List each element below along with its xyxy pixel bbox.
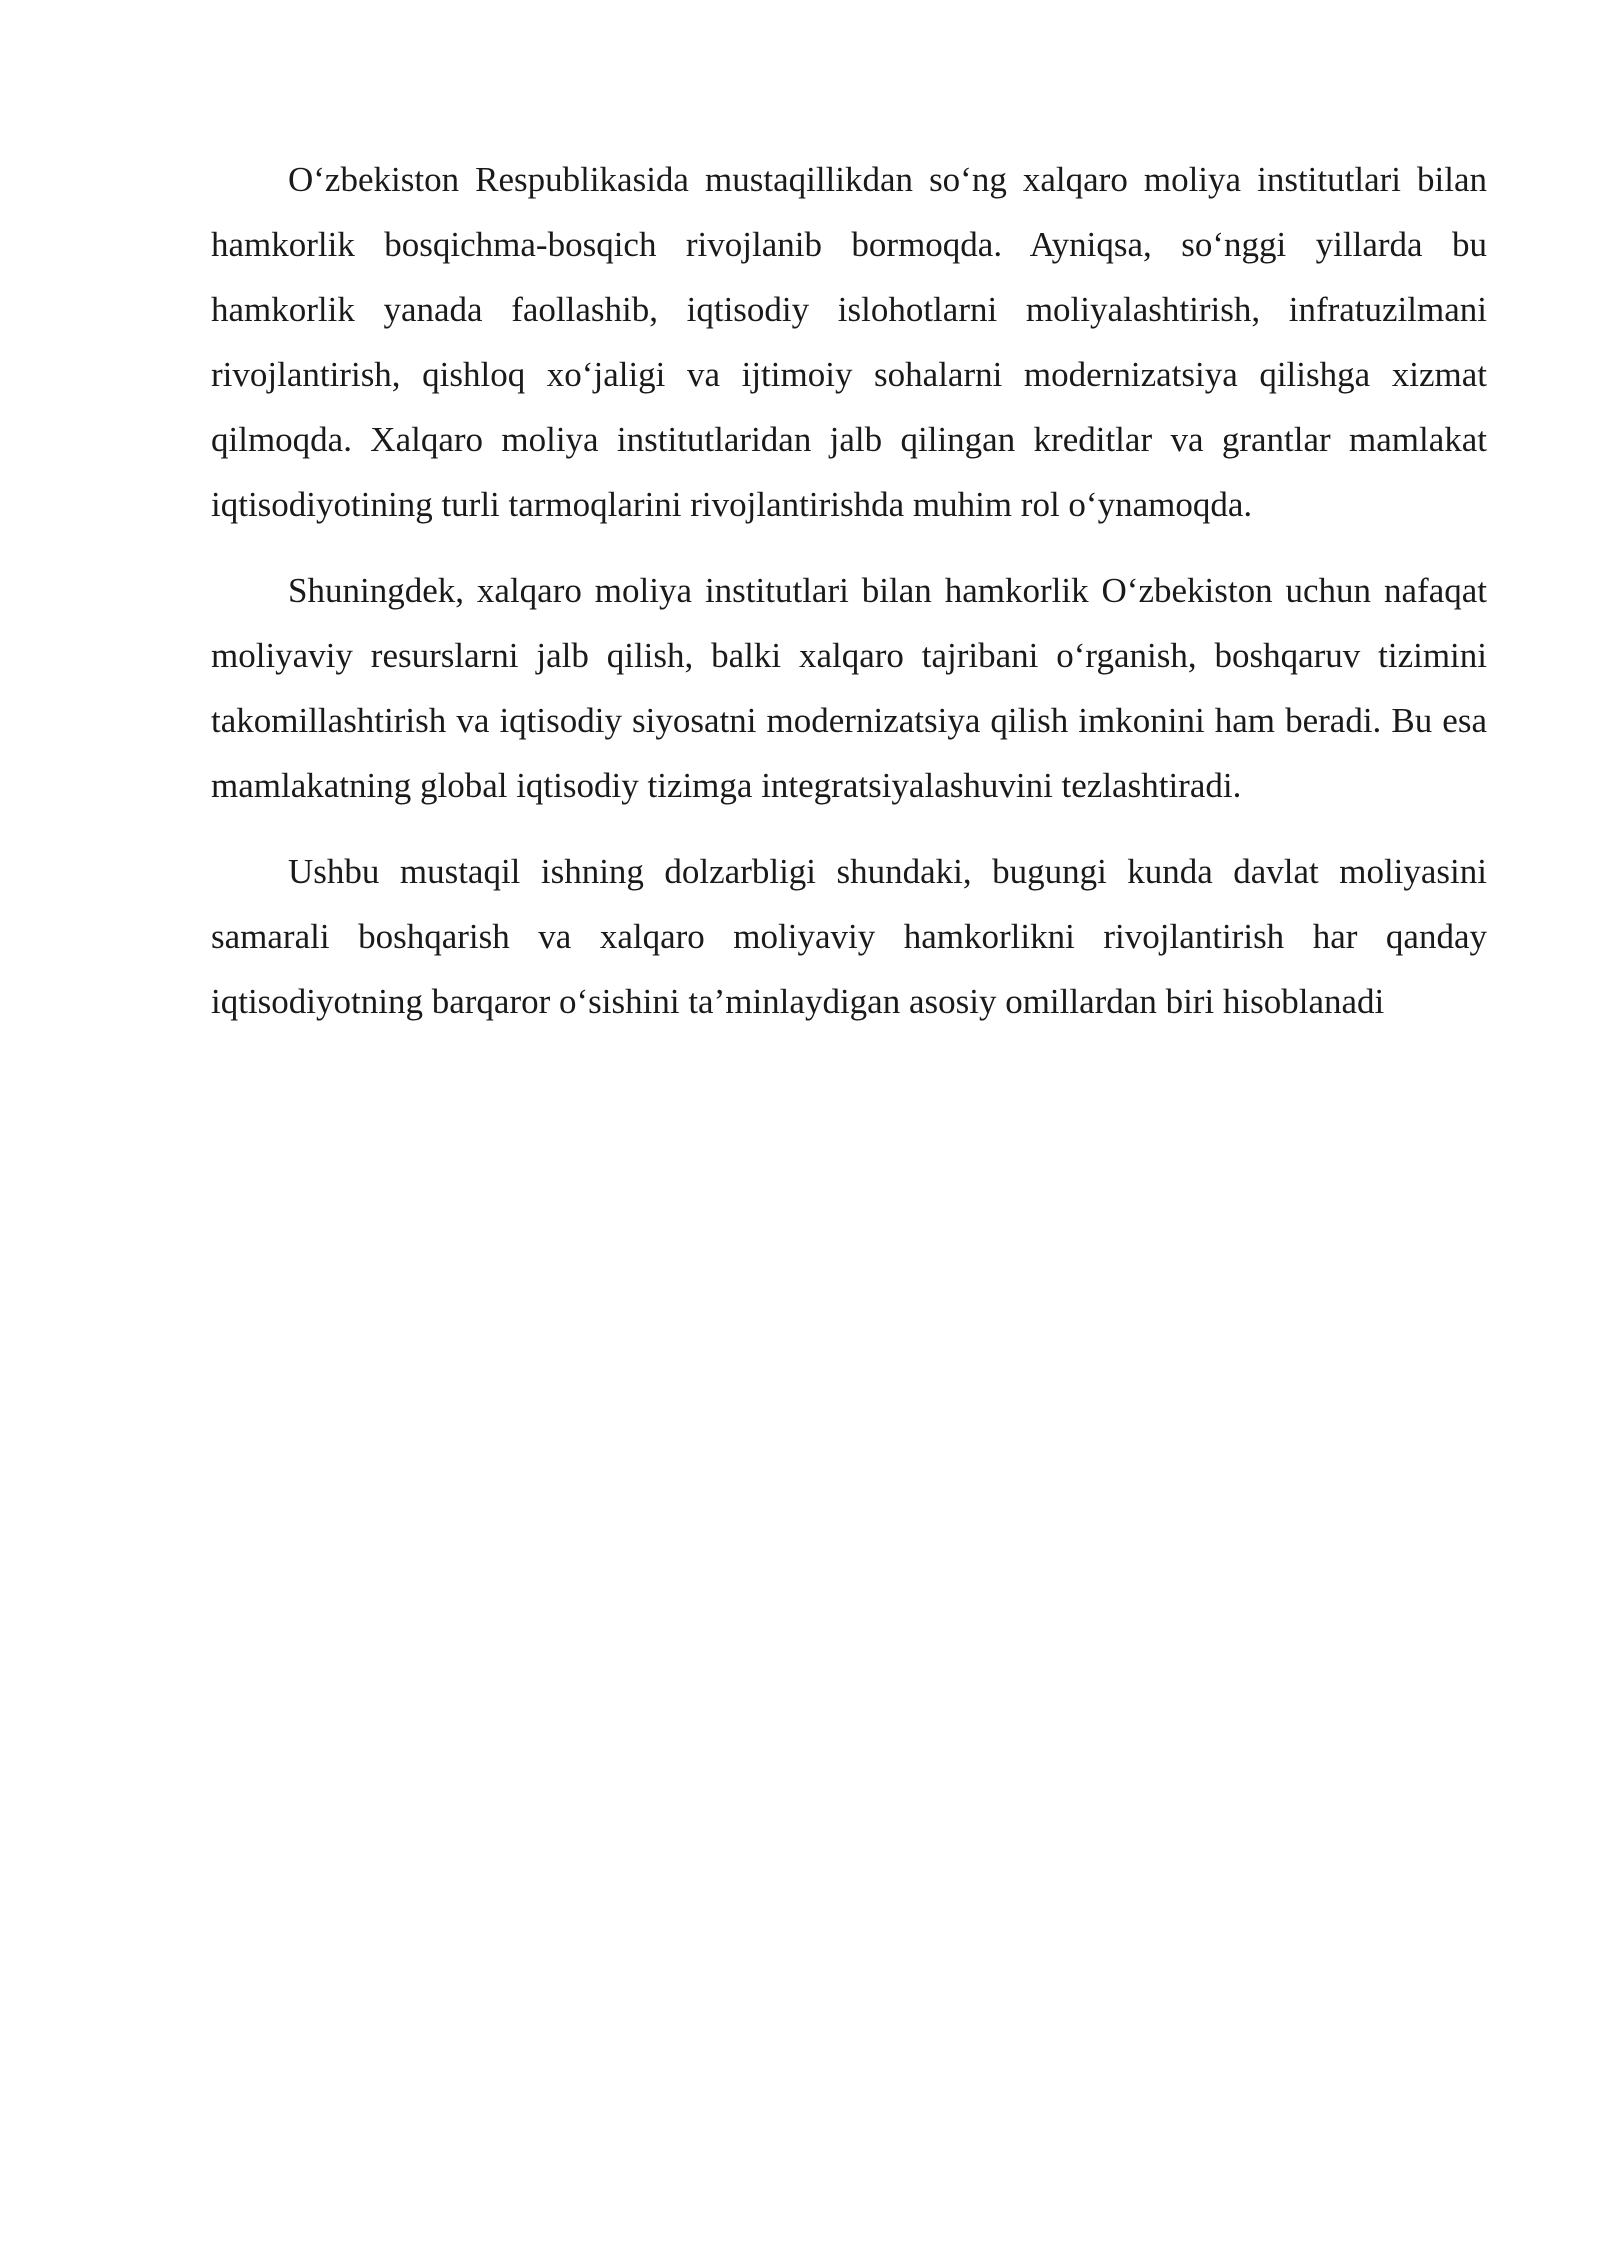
paragraph-3: Ushbu mustaqil ishning dolzarbligi shundaki, bugungi kunda davlat moliyasini samarali boshqarish va xalqaro moliyaviy hamkorlikni rivojlantirish har qanday iqtisodiyotning barqaror o‘sishini ta’minlaydigan asosiy omillardan biri hisoblanadi bbox=[211, 852, 1487, 1021]
paragraph-1: O‘zbekiston Respublikasida mustaqillikdan so‘ng xalqaro moliya institutlari bilan hamkorlik bosqichma-bosqich rivojlanib bormoqda. Ayniqsa, so‘nggi yillarda bu hamkorlik yanada faollashib, iqtisodiy islohotlarni moliyalashtirish, infratuzilmani rivojlantirish, qishloq xo‘jaligi va ijtimoiy sohalarni modernizatsiya qilishga xizmat qilmoqda. Xalqaro moliya institutlaridan jalb qilingan kreditlar va grantlar mamlakat iqtisodiyotining turli tarmoqlarini rivojlantirishda muhim rol o‘ynamoqda. bbox=[211, 160, 1487, 524]
paragraph-2: Shuningdek, xalqaro moliya institutlari bilan hamkorlik O‘zbekiston uchun nafaqat moliyaviy resurslarni jalb qilish, balki xalqaro tajribani o‘rganish, boshqaruv tizimini takomillashtirish va iqtisodiy siyosatni modernizatsiya qilish imkonini ham beradi. Bu esa mamlakatning global iqtisodiy tizimga integratsiyalashuvini tezlashtiradi. bbox=[211, 571, 1487, 805]
document-body bbox=[211, 147, 1487, 1055]
